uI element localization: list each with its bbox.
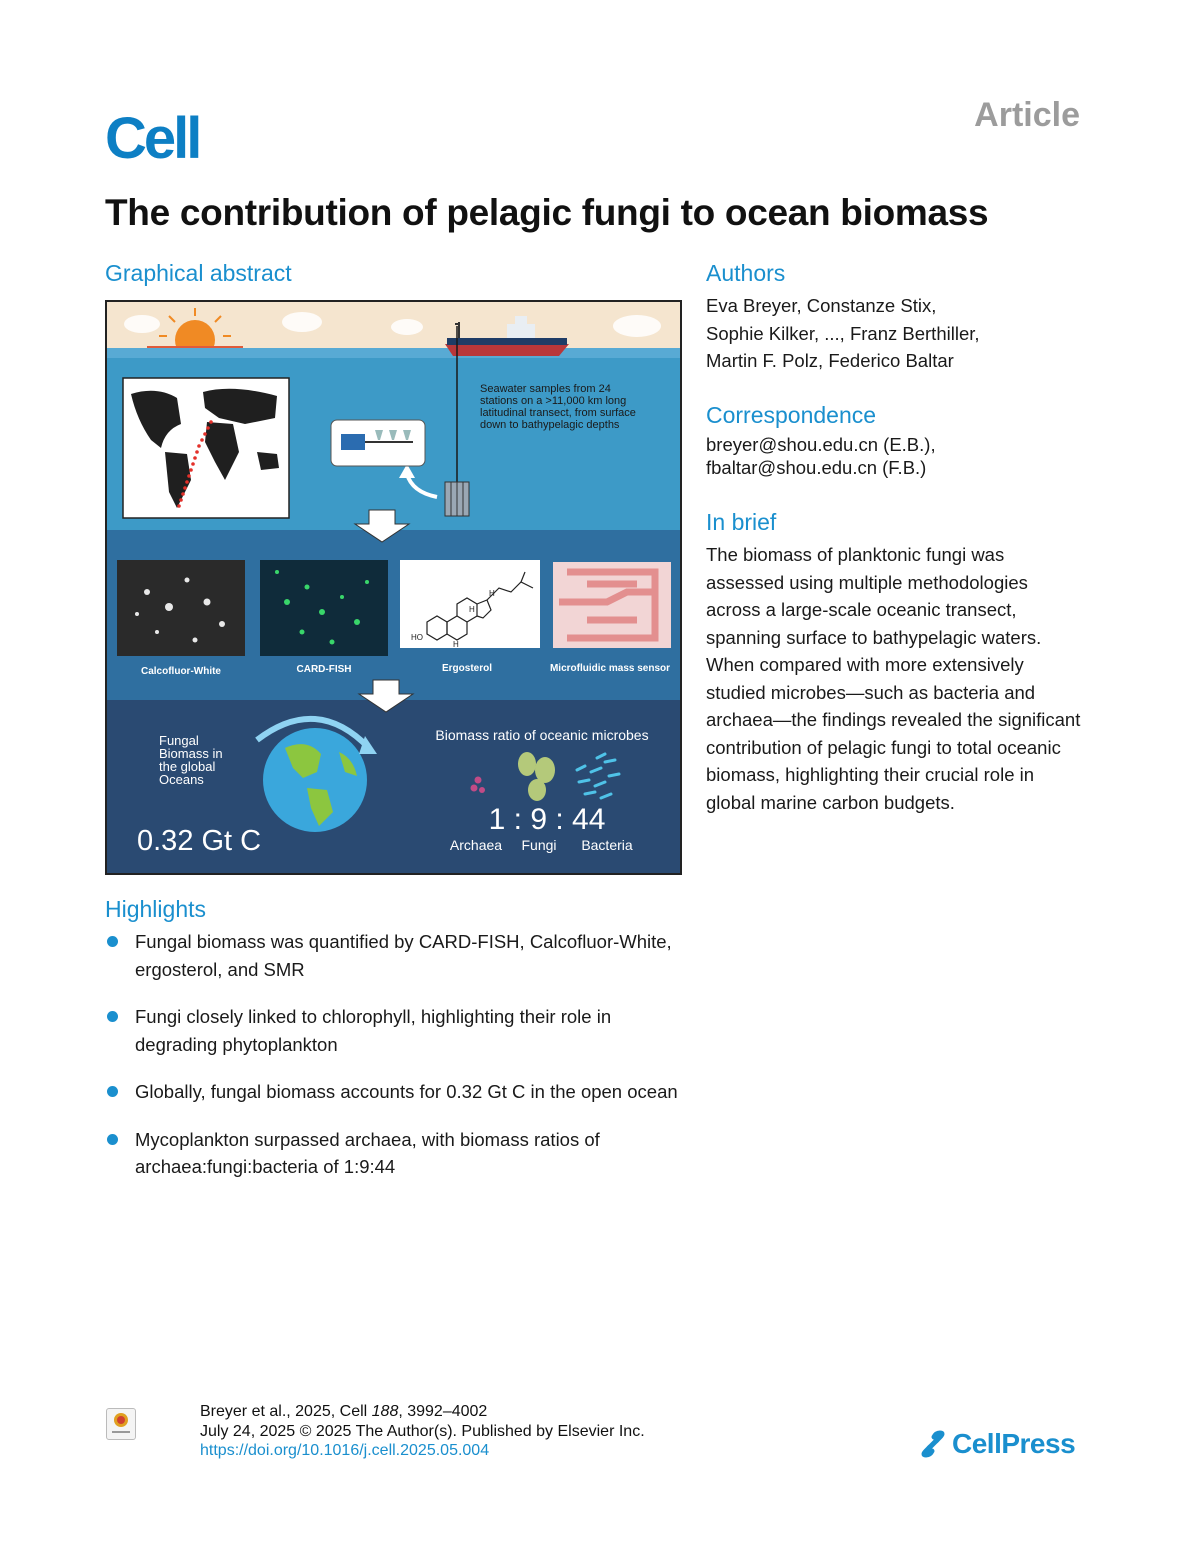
svg-text:Biomass in: Biomass in <box>159 746 223 761</box>
method-label: Calcofluor-White <box>141 666 221 677</box>
email-link[interactable]: breyer@shou.edu.cn (E.B.), <box>706 434 936 455</box>
svg-text:stations on a >11,000 km long: stations on a >11,000 km long <box>480 395 627 407</box>
ctd-rosette-icon <box>445 482 469 516</box>
authors-heading: Authors <box>706 260 786 286</box>
svg-text:Fungal: Fungal <box>159 733 199 748</box>
svg-text:Seawater samples from 24: Seawater samples from 24 <box>480 383 611 395</box>
doi-link[interactable]: https://doi.org/10.1016/j.cell.2025.05.004 <box>200 1442 490 1459</box>
ratio-title: Biomass ratio of oceanic microbes <box>435 727 649 743</box>
highlights-heading: Highlights <box>105 896 206 922</box>
method-label: Ergosterol <box>441 663 493 674</box>
correspondence-heading: Correspondence <box>706 402 877 428</box>
cellpress-link-icon <box>918 1429 948 1459</box>
ratio-group-label: Bacteria <box>581 837 633 853</box>
author-line: Martin F. Polz, Federico Baltar <box>706 350 954 371</box>
graphical-abstract <box>105 300 682 875</box>
filtration-setup-icon <box>331 420 425 466</box>
article-type-label: Article <box>974 96 1080 134</box>
method-card-fish <box>260 560 388 656</box>
graphical-abstract-heading: Graphical abstract <box>105 260 292 286</box>
svg-text:HO: HO <box>411 633 423 642</box>
bullet-icon <box>107 1086 118 1097</box>
cellpress-logo: CellPress <box>918 1428 1075 1460</box>
check-for-updates-badge[interactable] <box>106 1408 136 1440</box>
svg-text:H: H <box>453 640 459 649</box>
journal-logo: Cell <box>105 106 200 171</box>
paper-title: The contribution of pelagic fungi to ocean biomass <box>105 192 989 233</box>
highlights-list <box>105 928 690 1201</box>
copyright-line: July 24, 2025 © 2025 The Author(s). Published by Elsevier Inc. <box>200 1422 645 1440</box>
author-list <box>706 292 1096 375</box>
svg-text:Oceans: Oceans <box>159 772 204 787</box>
highlight-item: Fungi closely linked to chlorophyll, highlighting their role in degrading phytoplankton <box>105 1003 690 1058</box>
svg-text:latitudinal transect, from sur: latitudinal transect, from surface <box>480 407 636 419</box>
in-brief-heading: In brief <box>706 509 777 535</box>
correspondence-emails <box>706 433 1096 479</box>
world-map-transect <box>123 378 289 518</box>
check-updates-icon <box>107 1409 135 1439</box>
ratio-group-label: Fungi <box>521 837 557 853</box>
email-link[interactable]: fbaltar@shou.edu.cn (F.B.) <box>706 457 927 478</box>
bullet-icon <box>107 1011 118 1022</box>
svg-text:H: H <box>469 605 475 614</box>
author-line: Eva Breyer, Constanze Stix, <box>706 295 937 316</box>
bullet-icon <box>107 936 118 947</box>
method-calcofluor-white <box>117 560 245 656</box>
highlight-item: Fungal biomass was quantified by CARD-FISH, Calcofluor-White, ergosterol, and SMR <box>105 928 690 983</box>
method-microfluidic-sensor <box>553 562 671 648</box>
svg-text:down to bathypelagic depths: down to bathypelagic depths <box>480 419 620 431</box>
svg-text:H: H <box>489 589 495 598</box>
method-ergosterol <box>400 560 540 649</box>
global-biomass-value: 0.32 Gt C <box>137 825 262 857</box>
bullet-icon <box>107 1134 118 1145</box>
svg-text:the global: the global <box>159 759 216 774</box>
ratio-group-label: Archaea <box>449 837 503 853</box>
highlight-item: Mycoplankton surpassed archaea, with biomass ratios of archaea:fungi:bacteria of 1:9:44 <box>105 1126 690 1181</box>
method-label: CARD-FISH <box>296 664 352 675</box>
highlight-item: Globally, fungal biomass accounts for 0.32 Gt C in the open ocean <box>105 1078 690 1106</box>
method-label: Microfluidic mass sensor <box>549 663 671 674</box>
biomass-ratio: 1 : 9 : 44 <box>488 803 606 836</box>
author-line: Sophie Kilker, ..., Franz Berthiller, <box>706 322 980 344</box>
in-brief-text: The biomass of planktonic fungi was assessed using multiple methodologies across a large-scale oceanic transect, spanning surface to bathypelagic waters. When compared with more extensively studied microbes—such as bacteria and archaea—the findings revealed the significant contribution of pelagic fungi to total oceanic biomass, highlighting their crucial role in global marine carbon budgets. <box>706 544 1081 813</box>
citation-block <box>200 1402 645 1461</box>
citation-line: Breyer et al., 2025, Cell 188, 3992–4002 <box>200 1403 488 1420</box>
